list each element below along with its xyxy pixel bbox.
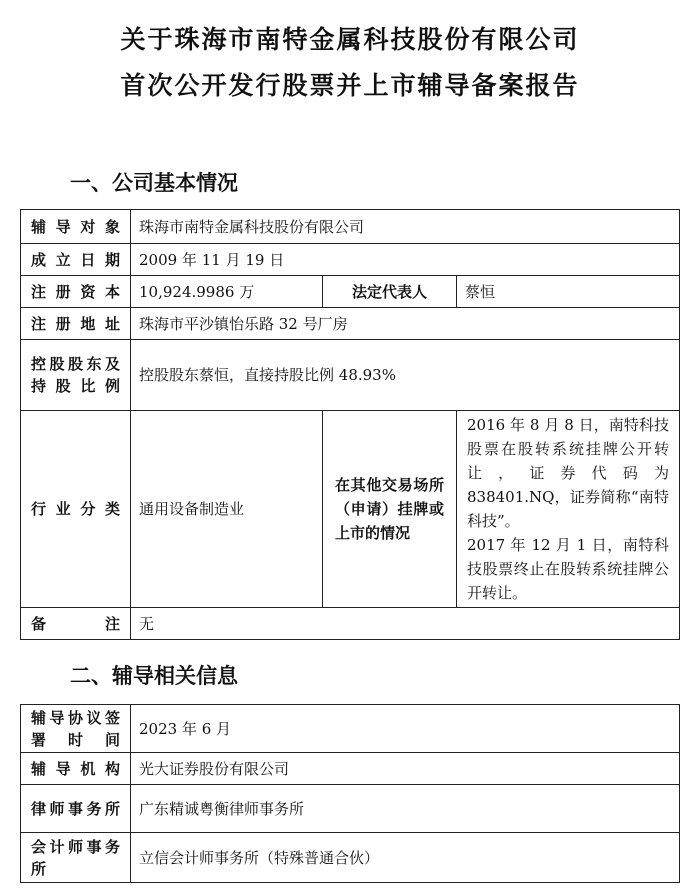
registered-address-label: 注册地址 [21, 308, 131, 340]
establish-date-value: 2009 年 11 月 19 日 [131, 244, 680, 276]
other-exchange-label: 在其他交易场所（申请）挂牌或上市的情况 [323, 411, 457, 608]
registered-capital-label: 注册资本 [21, 276, 131, 308]
table-row [21, 833, 680, 883]
table-row [21, 608, 680, 640]
document-title-line1: 关于珠海市南特金属科技股份有限公司 [120, 25, 580, 54]
tutoring-info-table [20, 704, 680, 883]
law-firm-value: 广东精诚粤衡律师事务所 [131, 785, 680, 833]
tutoring-institution-label: 辅导机构 [21, 753, 131, 785]
registered-capital-value: 10,924.9986 万 [131, 276, 323, 308]
legal-rep-label: 法定代表人 [323, 276, 457, 308]
establish-date-label: 成立日期 [21, 244, 131, 276]
accounting-firm-label: 会计师事务所 [21, 833, 131, 883]
accounting-firm-value: 立信会计师事务所（特殊普通合伙） [131, 833, 680, 883]
tutoring-institution-value: 光大证券股份有限公司 [131, 753, 680, 785]
table-row [21, 210, 680, 244]
table-row [21, 785, 680, 833]
registered-address-value: 珠海市平沙镇怡乐路 32 号厂房 [131, 308, 680, 340]
section1-heading: 一、公司基本情况 [70, 171, 238, 195]
section2-heading: 二、辅导相关信息 [70, 664, 238, 688]
table-row [21, 308, 680, 340]
other-exchange-para2: 2017 年 12 月 1 日，南特科技股票终止在股转系统挂牌公开转让。 [467, 536, 669, 602]
document-title-line2: 首次公开发行股票并上市辅导备案报告 [120, 71, 580, 100]
agreement-date-label: 辅导协议签署时间 [21, 705, 131, 753]
remarks-value: 无 [131, 608, 680, 640]
table-row [21, 411, 680, 608]
remarks-label: 备注 [21, 608, 131, 640]
industry-label: 行业分类 [21, 411, 131, 608]
other-exchange-para1: 2016 年 8 月 8 日，南特科技股票在股转系统挂牌公开转让，证券代码为 838401.NQ，证券简称“南特科技”。 [467, 416, 669, 530]
law-firm-label: 律师事务所 [21, 785, 131, 833]
other-exchange-value [457, 411, 680, 608]
table-row [21, 276, 680, 308]
tutoring-target-label: 辅导对象 [21, 210, 131, 244]
table-row [21, 244, 680, 276]
legal-rep-value: 蔡恒 [457, 276, 680, 308]
controlling-shareholder-value: 控股股东蔡恒，直接持股比例 48.93% [131, 340, 680, 411]
table-row [21, 340, 680, 411]
agreement-date-value: 2023 年 6 月 [131, 705, 680, 753]
industry-value: 通用设备制造业 [131, 411, 323, 608]
table-row [21, 705, 680, 753]
tutoring-target-value: 珠海市南特金属科技股份有限公司 [131, 210, 680, 244]
controlling-shareholder-label: 控股股东及持股比例 [21, 340, 131, 411]
table-row [21, 753, 680, 785]
company-basic-info-table [20, 209, 680, 640]
